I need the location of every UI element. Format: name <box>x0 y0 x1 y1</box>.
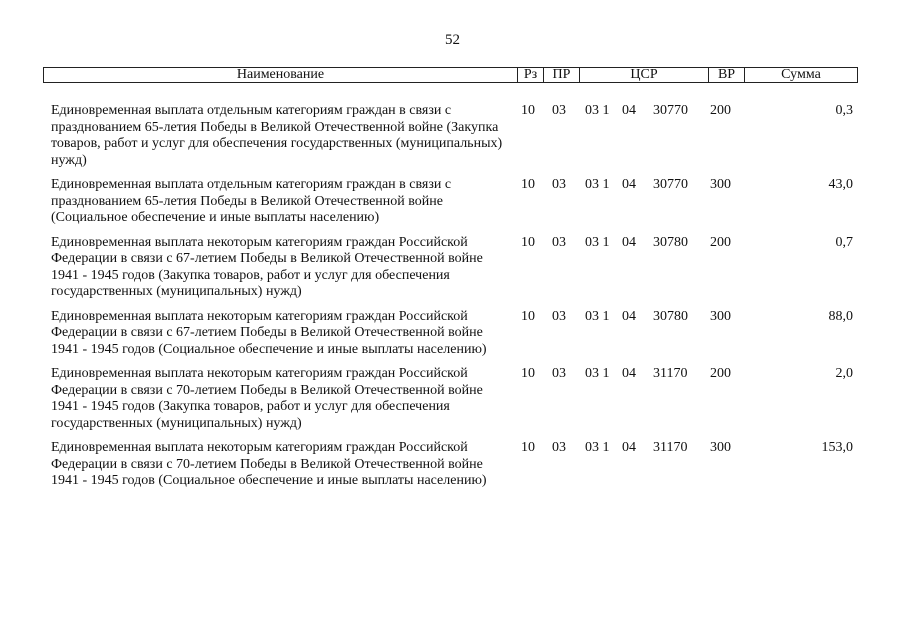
row-csr-subprogram: 04 <box>622 103 636 118</box>
row-vr: 300 <box>710 177 731 192</box>
row-rz: 10 <box>521 366 535 381</box>
row-csr-subprogram: 04 <box>622 366 636 381</box>
row-vr: 300 <box>710 308 731 324</box>
table-row <box>0 235 905 309</box>
row-csr-direction: 30770 <box>653 177 688 192</box>
row-csr-subprogram: 04 <box>622 177 636 192</box>
row-pr: 03 <box>552 366 566 381</box>
row-csr-program: 03 1 <box>585 177 610 192</box>
row-vr: 200 <box>710 366 731 381</box>
row-sum: 0,7 <box>835 234 853 250</box>
row-csr-program: 03 1 <box>585 234 610 250</box>
row-rz: 10 <box>521 234 535 250</box>
row-pr: 03 <box>552 308 566 324</box>
row-rz: 10 <box>521 440 535 455</box>
row-vr: 200 <box>710 103 731 118</box>
page-number: 52 <box>445 32 460 48</box>
row-name: Единовременная выплата некоторым категориям граждан Российской Федерации в связи с 67-летием Победы в Великой Отечественной войне 1941 - 1945 годов (Социальное обеспечение и иные выплаты населению) <box>51 308 487 357</box>
header-sum: Сумма <box>744 68 857 82</box>
header-rz: Рз <box>517 68 543 82</box>
row-csr-subprogram: 04 <box>622 234 636 250</box>
row-csr-program: 03 1 <box>585 440 610 455</box>
row-csr-program: 03 1 <box>585 103 610 118</box>
row-sum: 88,0 <box>828 308 853 324</box>
row-pr: 03 <box>552 177 566 192</box>
row-csr-direction: 30780 <box>653 234 688 250</box>
row-name: Единовременная выплата отдельным категориям граждан в связи с празднованием 65-летия Победы в Великой Отечественной войне (Закупка товаров, работ и услуг для обеспечения государственных (муниципальных) нужд) <box>51 103 503 168</box>
row-sum: 0,3 <box>835 103 853 118</box>
table-header <box>43 67 858 83</box>
row-rz: 10 <box>521 308 535 324</box>
row-pr: 03 <box>552 103 566 118</box>
row-csr-subprogram: 04 <box>622 440 636 455</box>
row-pr: 03 <box>552 440 566 455</box>
header-pr: ПР <box>543 68 579 82</box>
row-vr: 300 <box>710 440 731 455</box>
row-csr-program: 03 1 <box>585 366 610 381</box>
row-pr: 03 <box>552 234 566 250</box>
row-name: Единовременная выплата некоторым категориям граждан Российской Федерации в связи с 70-летием Победы в Великой Отечественной войне 1941 - 1945 годов (Закупка товаров, работ и услуг для обеспечения государственных (муниципальных) нужд) <box>51 366 483 431</box>
table-row <box>0 309 905 367</box>
row-rz: 10 <box>521 103 535 118</box>
row-sum: 2,0 <box>835 366 853 381</box>
row-name: Единовременная выплата некоторым категориям граждан Российской Федерации в связи с 67-летием Победы в Великой Отечественной войне 1941 - 1945 годов (Закупка товаров, работ и услуг для обеспечения государственных (муниципальных) нужд) <box>51 234 483 299</box>
row-csr-direction: 30780 <box>653 308 688 324</box>
row-csr-direction: 31170 <box>653 440 688 455</box>
table-row <box>0 440 905 498</box>
row-csr-direction: 31170 <box>653 366 688 381</box>
table-row <box>0 177 905 235</box>
row-csr-direction: 30770 <box>653 103 688 118</box>
row-rz: 10 <box>521 177 535 192</box>
row-csr-program: 03 1 <box>585 308 610 324</box>
row-name: Единовременная выплата отдельным категориям граждан в связи с празднованием 65-летия Победы в Великой Отечественной войне (Социальное обеспечение и иные выплаты населению) <box>51 177 452 225</box>
row-name: Единовременная выплата некоторым категориям граждан Российской Федерации в связи с 70-летием Победы в Великой Отечественной войне 1941 - 1945 годов (Социальное обеспечение и иные выплаты населению) <box>51 440 487 488</box>
header-csr: ЦСР <box>579 68 708 82</box>
header-vr: ВР <box>708 68 744 82</box>
row-sum: 153,0 <box>821 440 853 455</box>
header-name: Наименование <box>236 67 325 82</box>
row-vr: 200 <box>710 234 731 250</box>
row-sum: 43,0 <box>828 177 853 192</box>
table-body <box>0 103 905 498</box>
row-csr-subprogram: 04 <box>622 308 636 324</box>
table-row <box>0 366 905 440</box>
table-row <box>0 103 905 177</box>
